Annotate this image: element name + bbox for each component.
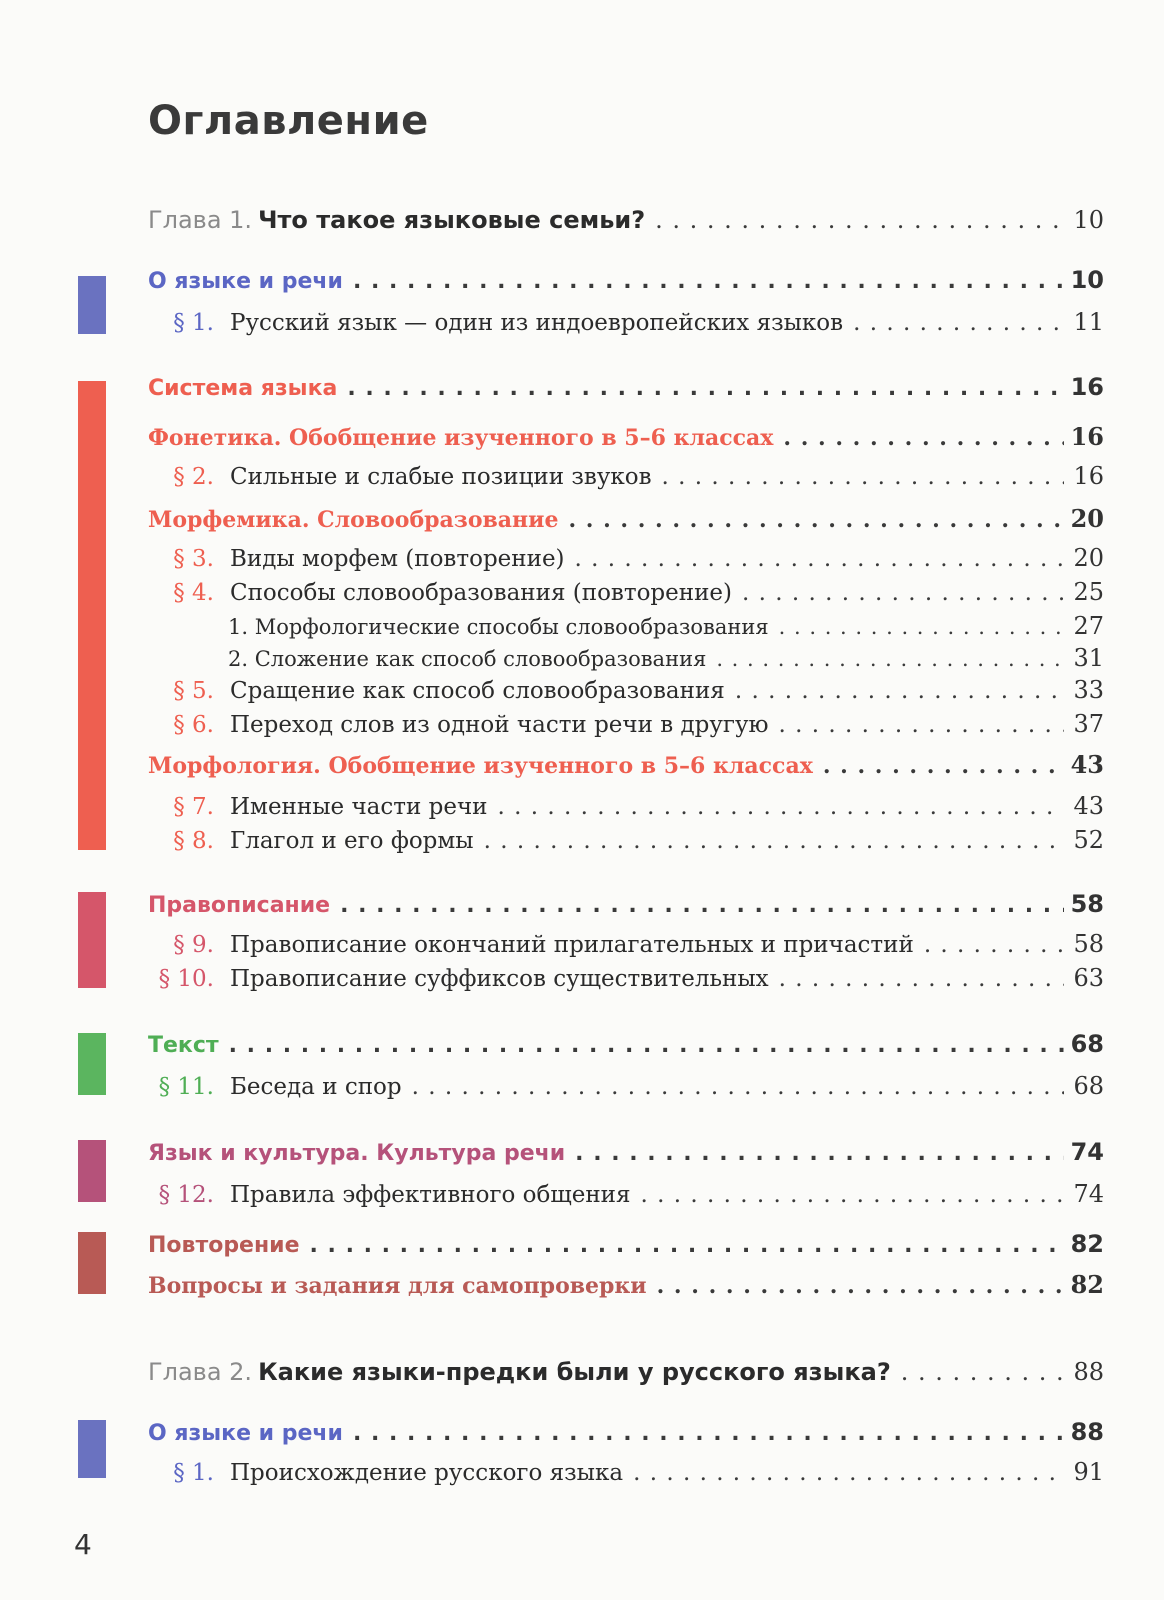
toc-paragraph: [148, 1180, 1104, 1208]
toc-point: [148, 612, 1104, 640]
leader-dots: [497, 794, 1064, 820]
toc-paragraph: [148, 308, 1104, 336]
page-ref: 11: [1073, 308, 1104, 336]
leader-dots: [575, 546, 1064, 572]
paragraph-title: Виды морфем (повторение): [230, 546, 565, 572]
toc-chapter: [148, 1358, 1104, 1386]
leader-dots: [633, 1460, 1064, 1486]
paragraph-title: Сильные и слабые позиции звуков: [230, 464, 652, 490]
paragraph-title: Глагол и его формы: [230, 828, 474, 854]
leader-dots: [229, 1033, 1064, 1058]
leader-dots: [353, 269, 1064, 294]
paragraph-number: § 2.: [173, 464, 214, 490]
paragraph-heading: [148, 712, 769, 738]
page-ref: 43: [1070, 750, 1104, 779]
leader-dots: [783, 425, 1064, 451]
toc-section: [148, 1030, 1104, 1058]
paragraph-number: § 6.: [173, 712, 214, 738]
chapter-heading: [148, 1358, 891, 1386]
paragraph-number: § 10.: [158, 966, 214, 992]
page-ref: 37: [1073, 710, 1104, 738]
paragraph-number: § 7.: [173, 794, 214, 820]
paragraph-title: Сращение как способ словообразования: [230, 678, 725, 704]
page-ref: 20: [1070, 504, 1104, 533]
paragraph-title: Русский язык — один из индоевропейских языков: [230, 310, 844, 336]
toc-paragraph: [148, 964, 1104, 992]
toc-paragraph: [148, 710, 1104, 738]
paragraph-heading: [148, 794, 487, 820]
toc-section: [148, 266, 1104, 294]
leader-dots: [641, 1182, 1064, 1208]
leader-dots: [779, 966, 1064, 992]
paragraph-title: Именные части речи: [230, 794, 488, 820]
section-title: Правописание: [148, 893, 331, 918]
page-ref: 10: [1070, 266, 1104, 294]
paragraph-title: Беседа и спор: [230, 1074, 402, 1100]
paragraph-title: Переход слов из одной части речи в другую: [230, 712, 769, 738]
page-ref: 58: [1073, 930, 1104, 958]
toc-paragraph: [148, 462, 1104, 490]
paragraph-number: § 4.: [173, 580, 214, 606]
paragraph-title: Способы словообразования (повторение): [230, 580, 733, 606]
page-ref: 43: [1073, 792, 1104, 820]
leader-dots: [484, 828, 1064, 854]
paragraph-heading: [148, 828, 474, 854]
paragraph-title: Правописание суффиксов существительных: [230, 966, 769, 992]
page-ref: 74: [1070, 1138, 1104, 1166]
toc-paragraph: [148, 676, 1104, 704]
section-bar-blue-2: [78, 1420, 106, 1478]
page-ref: 82: [1070, 1230, 1104, 1258]
section-bar-crimson: [78, 892, 106, 988]
chapter-heading: [148, 206, 645, 234]
toc-paragraph: [148, 1458, 1104, 1486]
page-ref: 10: [1073, 206, 1104, 234]
subsection-title: Фонетика. Обобщение изученного в 5–6 классах: [148, 425, 774, 451]
toc-section: [148, 1138, 1104, 1166]
leader-dots: [575, 1141, 1064, 1166]
page-ref: 63: [1073, 964, 1104, 992]
leader-dots: [347, 376, 1064, 401]
leader-dots: [353, 1421, 1064, 1446]
paragraph-title: Правила эффективного общения: [230, 1182, 631, 1208]
toc-subsection: [148, 422, 1104, 451]
page-ref: 88: [1070, 1418, 1104, 1446]
section-title: Язык и культура. Культура речи: [148, 1141, 566, 1166]
page-ref: 58: [1070, 890, 1104, 918]
paragraph-heading: [148, 580, 732, 606]
paragraph-number: § 12.: [158, 1182, 214, 1208]
section-title: Система языка: [148, 376, 338, 401]
section-title: Повторение: [148, 1233, 300, 1258]
toc-section: [148, 1230, 1104, 1258]
paragraph-heading: [148, 966, 769, 992]
paragraph-heading: [148, 546, 565, 572]
paragraph-heading: [148, 932, 914, 958]
point-title: 2. Сложение как способ словообразования: [228, 647, 707, 671]
paragraph-heading: [148, 310, 843, 336]
toc-section: [148, 373, 1104, 401]
leader-dots: [310, 1233, 1064, 1258]
leader-dots: [901, 1358, 1064, 1386]
subsection-title: Вопросы и задания для самопроверки: [148, 1273, 647, 1299]
section-bar-brown: [78, 1232, 106, 1294]
page-ref: 25: [1073, 578, 1104, 606]
page-ref: 91: [1073, 1458, 1104, 1486]
leader-dots: [662, 464, 1064, 490]
toc-paragraph: [148, 544, 1104, 572]
page-ref: 31: [1073, 644, 1104, 672]
leader-dots: [568, 507, 1064, 533]
paragraph-heading: [148, 1074, 402, 1100]
toc-paragraph: [148, 826, 1104, 854]
leader-dots: [735, 678, 1064, 704]
page-ref: 52: [1073, 826, 1104, 854]
chapter-label: Глава 2.: [148, 1358, 253, 1386]
leader-dots: [779, 712, 1064, 738]
page-ref: 88: [1073, 1358, 1104, 1386]
paragraph-number: § 3.: [173, 546, 214, 572]
page-number: 4: [74, 1528, 92, 1561]
toc-point: [148, 644, 1104, 672]
page-ref: 27: [1073, 612, 1104, 640]
leader-dots: [823, 753, 1064, 779]
toc-section: [148, 1418, 1104, 1446]
section-bar-red: [78, 381, 106, 850]
point-title: 1. Морфологические способы словообразования: [228, 615, 769, 639]
leader-dots: [657, 1273, 1064, 1299]
chapter-title: Что такое языковые семьи?: [258, 206, 646, 234]
page-ref: 16: [1073, 462, 1104, 490]
paragraph-title: Правописание окончаний прилагательных и причастий: [230, 932, 914, 958]
chapter-label: Глава 1.: [148, 206, 253, 234]
section-bar-blue: [78, 276, 106, 334]
toc-subsection: [148, 750, 1104, 779]
section-title: Текст: [148, 1033, 219, 1058]
paragraph-number: § 1.: [173, 310, 214, 336]
toc-chapter: [148, 206, 1104, 234]
page-ref: 82: [1070, 1270, 1104, 1299]
toc-section: [148, 890, 1104, 918]
toc-paragraph: [148, 930, 1104, 958]
section-bar-green: [78, 1033, 106, 1095]
toc-paragraph: [148, 1072, 1104, 1100]
page-ref: 20: [1073, 544, 1104, 572]
page-ref: 68: [1073, 1072, 1104, 1100]
subsection-title: Морфология. Обобщение изученного в 5–6 классах: [148, 753, 813, 779]
subsection-title: Морфемика. Словообразование: [148, 507, 559, 533]
leader-dots: [924, 932, 1064, 958]
leader-dots: [853, 310, 1064, 336]
toc-paragraph: [148, 578, 1104, 606]
page-title: Оглавление: [148, 98, 429, 144]
paragraph-heading: [148, 678, 725, 704]
paragraph-number: § 9.: [173, 932, 214, 958]
section-title: О языке и речи: [148, 269, 343, 294]
page-ref: 16: [1070, 422, 1104, 451]
toc-paragraph: [148, 792, 1104, 820]
section-bar-purple: [78, 1140, 106, 1202]
page-ref: 16: [1070, 373, 1104, 401]
leader-dots: [412, 1074, 1064, 1100]
section-title: О языке и речи: [148, 1421, 343, 1446]
page-ref: 33: [1073, 676, 1104, 704]
chapter-title: Какие языки-предки были у русского языка?: [258, 1358, 891, 1386]
paragraph-number: § 5.: [173, 678, 214, 704]
leader-dots: [655, 206, 1064, 234]
leader-dots: [742, 580, 1064, 606]
toc-subsection: [148, 504, 1104, 533]
paragraph-number: § 8.: [173, 828, 214, 854]
paragraph-heading: [148, 1182, 631, 1208]
paragraph-heading: [148, 1460, 623, 1486]
leader-dots: [779, 615, 1064, 639]
paragraph-number: § 11.: [158, 1074, 214, 1100]
page-ref: 74: [1073, 1180, 1104, 1208]
page-ref: 68: [1070, 1030, 1104, 1058]
toc-subsection: [148, 1270, 1104, 1299]
leader-dots: [340, 893, 1064, 918]
paragraph-number: § 1.: [173, 1460, 214, 1486]
paragraph-title: Происхождение русского языка: [230, 1460, 624, 1486]
leader-dots: [716, 647, 1064, 671]
paragraph-heading: [148, 464, 652, 490]
